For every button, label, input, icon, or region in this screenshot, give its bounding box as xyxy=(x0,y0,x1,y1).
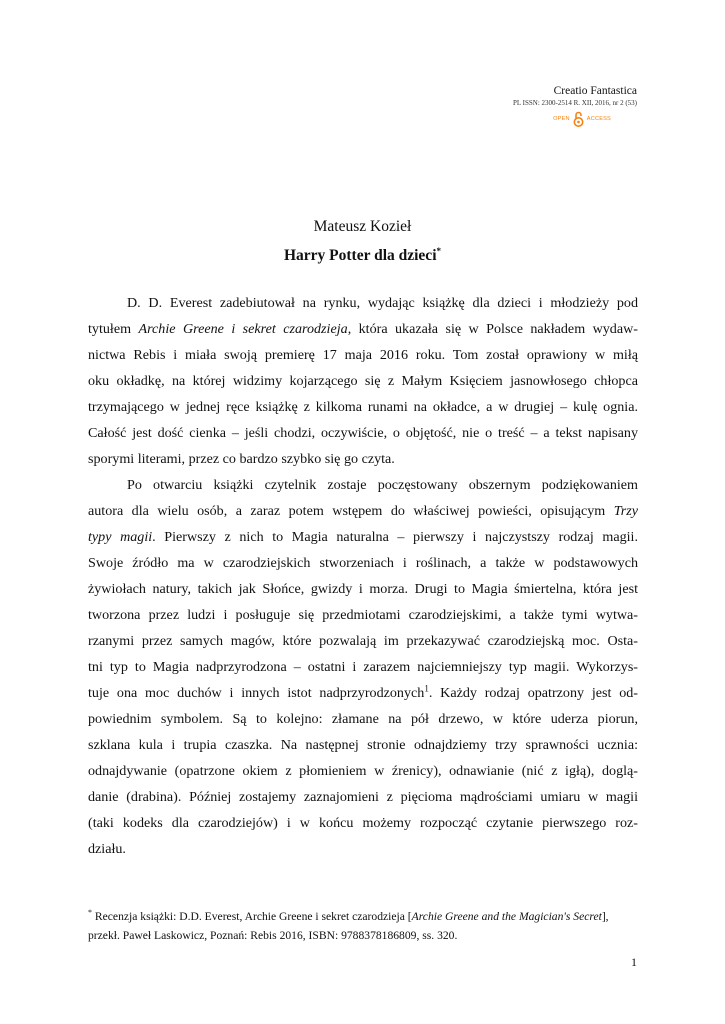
italic-title: typy magii xyxy=(88,529,153,545)
text-line: sporymi literami, przez co bardzo szybko się go czyta. xyxy=(88,451,395,467)
text-line xyxy=(88,498,638,524)
text-line: powiednim symbolem. Są to kolejno: złamane na pół drzewo, w które uderza piorun, xyxy=(88,711,638,727)
text-line: tworzona przez ludzi i posługuje się przedmiotami czarodziejskimi, a także tymi wytwa- xyxy=(88,607,638,623)
text-line: działu. xyxy=(88,841,126,857)
footnote-original-title: Archie Greene and the Magician's Secret xyxy=(411,909,602,923)
text-line: nictwa Rebis i miała swoją premierę 17 maja 2016 roku. Tom został oprawiony w miłą xyxy=(88,347,638,363)
footnote-line-1 xyxy=(88,903,638,926)
author-name: Mateusz Kozieł xyxy=(313,218,412,235)
paragraph-2 xyxy=(88,472,638,862)
text-segment: Po otwarciu książki czytelnik zostaje poczęstowany obszernym podziękowaniem xyxy=(127,477,638,493)
text-segment: tytułem xyxy=(88,321,139,337)
issn-line: PL ISSN: 2300-2514 R. XII, 2016, nr 2 (53) xyxy=(513,99,637,107)
text-line: D. D. Everest zadebiutował na rynku, wydając książkę dla dzieci i młodzieży pod xyxy=(127,295,638,311)
italic-title: Archie Greene i sekret czarodzieja xyxy=(138,321,348,337)
text-line: żywiołach natury, takich jak Słońce, gwizdy i morza. Drugi to Magia śmiertelna, która jest xyxy=(88,581,638,597)
text-line: szklana kula i trupia czaszka. Na następnej stronie odnajdziemy trzy sprawności ucznia: xyxy=(88,737,638,753)
journal-header xyxy=(377,84,637,108)
page-number: 1 xyxy=(631,955,637,969)
text-line: (taki kodeks dla czarodziejów) i w końcu możemy rozpocząć czytanie pierwszego roz- xyxy=(88,815,638,831)
text-segment: . Każdy rodzaj opatrzony jest od- xyxy=(428,685,638,701)
text-segment: tuje ona moc duchów i innych istot nadprzyrodzonych xyxy=(88,685,425,701)
text-line: odnajdywanie (opatrzone okiem z płomieniem w źrenicy), odnawianie (nić z igłą), doglą- xyxy=(88,763,638,779)
text-segment: autora dla wielu osób, a zaraz potem wstępem do właściwej powieści, opisującym xyxy=(88,503,614,519)
footnote-line-2: przekł. Paweł Laskowicz, Poznań: Rebis 2016, ISBN: 9788378186809, ss. 320. xyxy=(88,928,458,942)
text-line xyxy=(88,316,638,342)
text-line: Swoje źródło ma w czarodziejskich stworzeniach i roślinach, a także w podstawowych xyxy=(88,555,638,571)
text-line xyxy=(88,524,638,550)
text-line: tni typ to Magia nadprzyrodzona – ostatni i zarazem najciemniejszy typ magii. Wykorzys- xyxy=(88,659,638,675)
article-body xyxy=(88,290,638,862)
open-access-logo xyxy=(553,111,611,127)
footnote-text-a: Recenzja książki: D.D. Everest, Archie Greene i sekret czarodzieja [ xyxy=(92,909,412,923)
open-access-right-text: ACCESS xyxy=(586,116,611,122)
paragraph-1 xyxy=(88,290,638,472)
footnote-ref: 1 xyxy=(424,683,429,694)
open-access-left-text: OPEN xyxy=(553,116,570,122)
text-line xyxy=(88,680,638,706)
title-footnote-mark: * xyxy=(436,246,441,256)
text-segment: . Pierwszy z nich to Magia naturalna – pierwszy i najczystszy rodzaj magii. xyxy=(152,529,638,545)
article-title xyxy=(0,246,725,265)
open-lock-icon xyxy=(573,111,584,127)
title-text: Harry Potter dla dzieci xyxy=(283,247,437,265)
text-segment: , która ukazała się w Polsce nakładem wydaw- xyxy=(347,321,638,337)
footnote xyxy=(88,903,638,945)
footnote-mark: * xyxy=(88,908,92,917)
footnote-text-b: ], xyxy=(601,909,609,923)
italic-title: Trzy xyxy=(613,503,638,519)
text-line: Całość jest dość cienka – jeśli chodzi, oczywiście, o objętość, nie o treść – a tekst napisany xyxy=(88,425,638,441)
text-line: rzanymi przez samych magów, które pozwalają im przekazywać czarodziejską moc. Osta- xyxy=(88,633,638,649)
text-line: danie (drabina). Później zostajemy zaznajomieni z pięcioma mądrościami umiaru w magii xyxy=(88,789,638,805)
text-line: oku okładkę, na której widzimy kojarzącego się z Małym Księciem jasnowłosego chłopca xyxy=(88,373,638,389)
text-line: trzymającego w jednej ręce książkę z kilkoma runami na okładce, a w drugiej – kulę ognia. xyxy=(88,399,638,415)
journal-name: Creatio Fantastica xyxy=(553,85,637,97)
text-line xyxy=(88,472,638,498)
